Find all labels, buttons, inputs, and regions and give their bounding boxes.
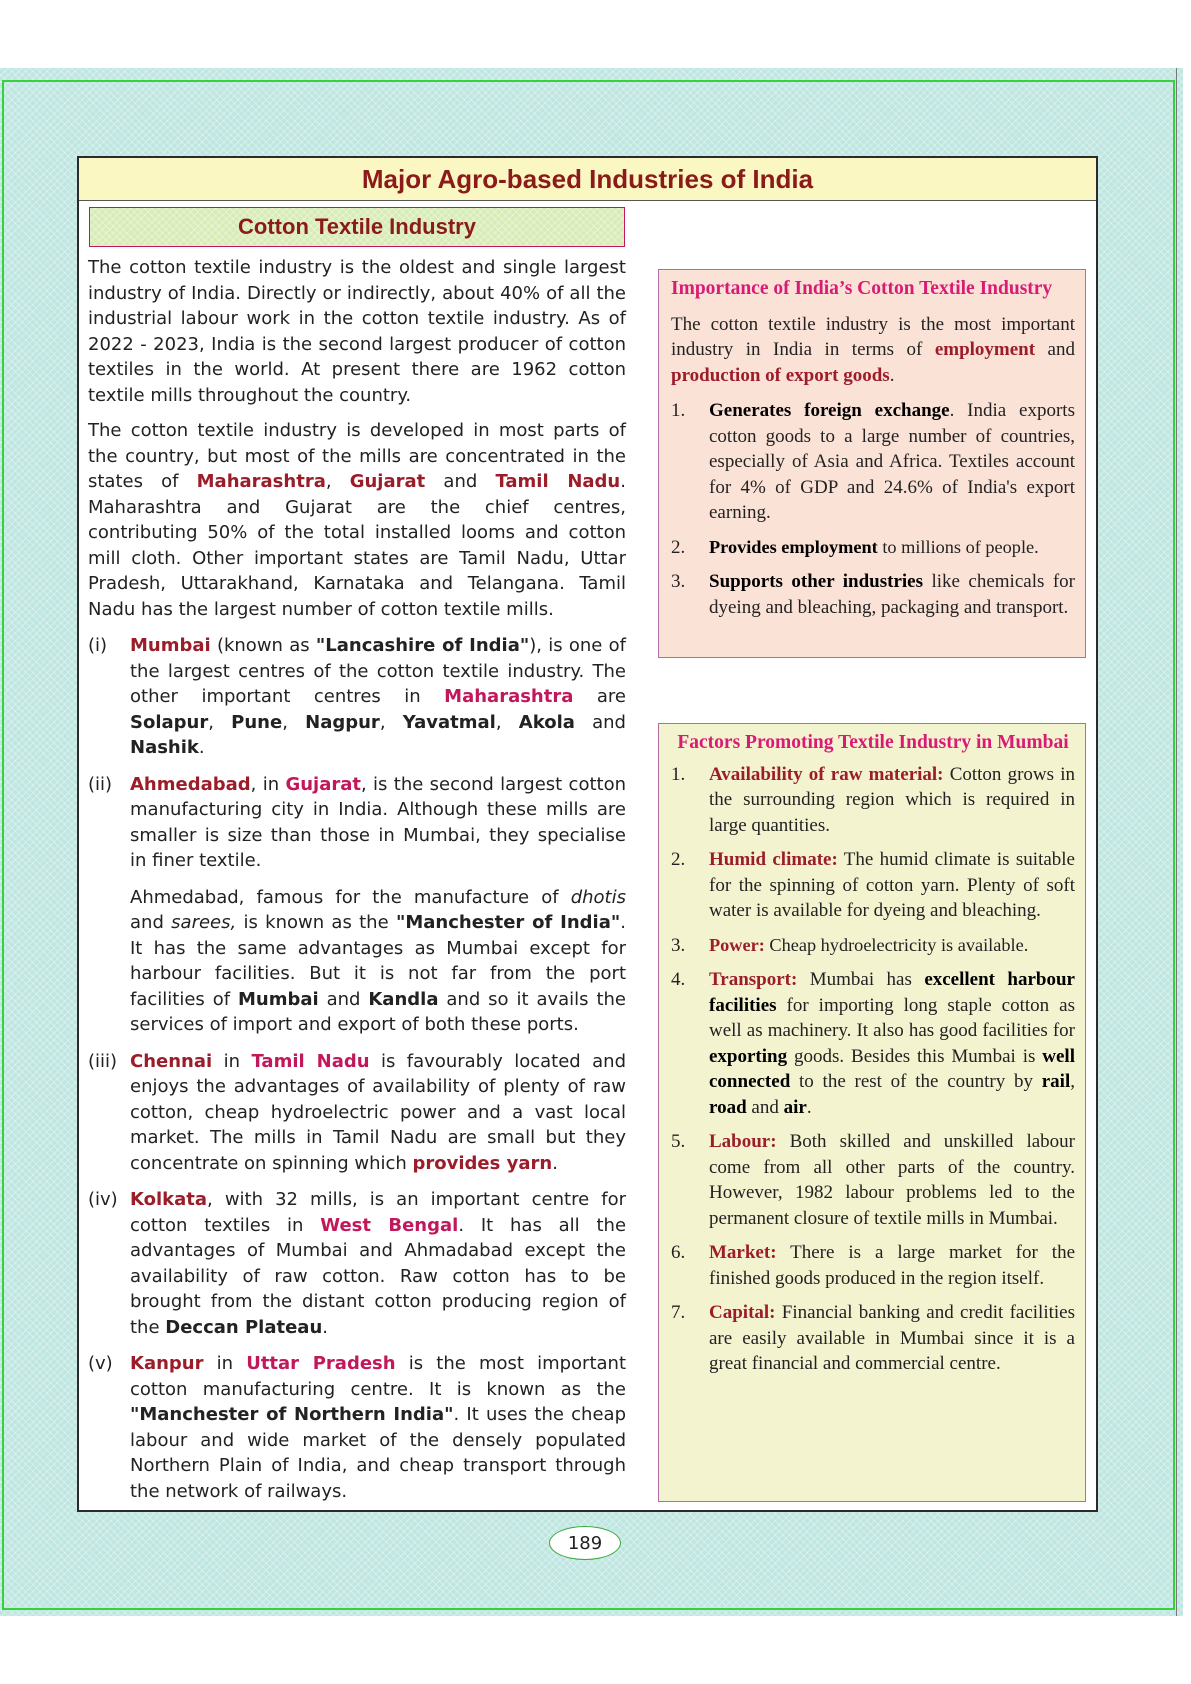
text-run: , — [495, 711, 519, 733]
bold-term: well connected — [709, 1045, 1075, 1092]
item-heading: Supports other industries — [709, 571, 923, 592]
importance-item — [671, 398, 1075, 526]
state-name: West Bengal — [320, 1214, 459, 1236]
item-number: 5. — [671, 1131, 686, 1152]
italic-term: dhotis — [570, 886, 626, 908]
text-run: The cotton textile industry is developed in most parts of the country, but most of the mills are concentrated in the states of — [88, 420, 626, 492]
text-run: and — [574, 711, 626, 733]
city-name: Kanpur — [130, 1353, 204, 1374]
text-run: , — [208, 711, 232, 733]
text-run: and — [130, 912, 172, 933]
text-run: and — [1035, 339, 1075, 360]
item-text — [709, 1129, 1075, 1231]
item-number: 7. — [671, 1302, 686, 1323]
text-run: in — [212, 1050, 252, 1072]
region-name: Deccan Plateau — [165, 1316, 323, 1338]
port-name: Kandla — [368, 988, 439, 1010]
centre-name: Yavatmal — [402, 711, 496, 733]
text-run: is known as the — [236, 912, 396, 933]
text-run: are — [573, 686, 626, 707]
port-name: Mumbai — [237, 988, 319, 1010]
item-number: 2. — [671, 536, 686, 558]
item-text — [709, 398, 1075, 526]
city-name: Ahmedabad — [130, 773, 251, 795]
nickname: "Lancashire of India" — [315, 635, 530, 656]
list-text — [130, 1049, 626, 1177]
item-number: 4. — [671, 969, 686, 990]
bold-term: exporting — [709, 1045, 788, 1067]
item-text — [709, 535, 1075, 561]
city-name: Kolkata — [130, 1189, 208, 1210]
list-label: (iv) — [88, 1189, 118, 1210]
factor-item — [671, 762, 1075, 839]
item-number: 3. — [671, 934, 686, 956]
text-run: . — [198, 737, 205, 758]
text-run: . — [322, 1316, 328, 1338]
factor-item — [671, 1300, 1075, 1377]
title-band — [79, 158, 1096, 201]
text-run: Both skilled and unskilled labour come from all other parts of the country. However, 1982 labour problems led to the permanent closure of textile mills in Mumbai. — [709, 1131, 1075, 1229]
text-run: The humid climate is suitable for the spinning of cotton yarn. Plenty of soft water is available for dyeing and bleaching. — [709, 849, 1075, 921]
text-run: and — [746, 1096, 784, 1118]
state-maharashtra: Maharashtra — [196, 471, 326, 492]
text-run: , — [379, 711, 403, 733]
text-run: . — [552, 1152, 558, 1174]
item-heading: Capital: — [709, 1302, 776, 1323]
city-name: Chennai — [130, 1050, 213, 1072]
nickname: "Manchester of Northern India" — [130, 1404, 454, 1425]
list-text — [130, 772, 626, 874]
italic-term: sarees, — [171, 912, 237, 933]
text-run: like chemicals for dyeing and bleaching, packaging and transport. — [709, 571, 1075, 618]
item-text — [709, 762, 1075, 839]
highlight-term: employment — [934, 339, 1036, 360]
centre-name: Nashik — [130, 737, 199, 758]
states-paragraph — [88, 418, 626, 622]
importance-intro — [671, 312, 1075, 389]
importance-item — [671, 569, 1075, 620]
list-text — [130, 1351, 626, 1504]
item-number: 3. — [671, 571, 686, 592]
list-item-kolkata — [88, 1187, 626, 1340]
item-heading: Humid climate: — [709, 849, 838, 870]
text-run: Mumbai has — [797, 969, 925, 990]
item-text — [709, 569, 1075, 620]
factor-item — [671, 1240, 1075, 1291]
list-text — [130, 633, 626, 761]
text-run: and so it avails the services of import and export of both these ports. — [130, 988, 627, 1035]
item-heading: Market: — [709, 1242, 777, 1263]
bold-term: excellent harbour facilities — [709, 969, 1075, 1016]
list-label: (iii) — [88, 1050, 118, 1072]
importance-item — [671, 535, 1075, 561]
text-run: (known as — [210, 635, 316, 656]
item-text — [709, 933, 1075, 959]
text-run: . — [806, 1096, 812, 1118]
item-number: 1. — [671, 400, 686, 421]
item-heading: Labour: — [709, 1131, 777, 1152]
list-item-ahmedabad — [88, 772, 626, 874]
page-number: 189 — [549, 1526, 621, 1560]
item-heading: Availability of raw material: — [709, 763, 944, 785]
item-text — [709, 1240, 1075, 1291]
text-run: , — [282, 711, 306, 733]
text-run: and — [425, 471, 496, 492]
text-run: The cotton textile industry is the most important industry in India in terms of — [671, 313, 1075, 360]
text-run: , is the second largest cotton manufacturing city in India. Although these mills are smaller is size than those in Mumbai, they specialise in finer textile. — [130, 773, 626, 871]
text-run: is favourably located and enjoys the advantages of availability of plenty of raw cotton, cheap hydroelectric power and a vast local market. The mills in Tamil Nadu are small but they concentrate on spinning which — [130, 1050, 626, 1174]
factor-item — [671, 933, 1075, 959]
text-run: Cotton grows in the surrounding region which is required in large quantities. — [709, 763, 1075, 836]
list-label: (v) — [88, 1353, 113, 1374]
importance-box — [658, 269, 1086, 658]
text-run: . India exports cotton goods to a large number of countries, especially of Asia and Africa. Textiles account for 4% of GDP and 24.6% of India's export earning. — [709, 400, 1075, 523]
bold-term: air — [783, 1096, 807, 1118]
factors-box — [658, 723, 1086, 1502]
text-run: Financial banking and credit facilities are easily available in Mumbai since it is a great financial and commercial centre. — [709, 1302, 1075, 1374]
factors-box-title: Factors Promoting Textile Industry in Mumbai — [677, 732, 1069, 753]
list-item-kanpur — [88, 1351, 626, 1504]
text-run: . It has all the advantages of Mumbai and Ahmadabad except the availability of raw cotton. Raw cotton has to be brought from the distant cotton producing region of the — [130, 1214, 627, 1338]
importance-box-title: Importance of India’s Cotton Textile Industry — [671, 278, 1053, 299]
item-number: 6. — [671, 1242, 686, 1263]
text-run: is the most important cotton manufacturing centre. It is known as the — [130, 1353, 627, 1400]
text-run: to millions of people. — [877, 536, 1039, 557]
list-item-mumbai — [88, 633, 626, 761]
factor-item — [671, 1129, 1075, 1231]
text-run: . — [889, 364, 895, 386]
city-name: Mumbai — [130, 635, 211, 656]
state-name: Gujarat — [285, 773, 361, 795]
text-run: , — [325, 471, 350, 492]
state-name: Tamil Nadu — [251, 1050, 370, 1072]
list-text — [130, 1187, 626, 1340]
text-run: , with 32 mills, is an important centre for cotton textiles in — [130, 1189, 626, 1236]
list-label: (i) — [88, 635, 108, 656]
centre-name: Akola — [518, 711, 575, 733]
state-gujarat: Gujarat — [349, 471, 426, 492]
main-text-column — [88, 207, 626, 1504]
ahmedabad-subparagraph — [130, 885, 626, 1038]
bold-term: rail — [1041, 1071, 1071, 1092]
item-heading: Transport: — [709, 969, 798, 990]
factor-item — [671, 847, 1075, 924]
centre-name: Pune — [231, 711, 283, 733]
list-item-chennai — [88, 1049, 626, 1177]
section-heading — [89, 207, 625, 247]
text-run: to the rest of the country by — [790, 1071, 1042, 1092]
text-run: . Maharashtra and Gujarat are the chief centres, contributing 50% of the total installed looms and cotton mill cloth. Other important states are Tamil Nadu, Uttar Pradesh, Uttarakhand, Karnataka and Telangana. Tamil Nadu has the largest number of cotton textile mills. — [88, 471, 626, 620]
text-run: for importing long staple cotton as well as machinery. It also has good facilities for — [709, 994, 1075, 1041]
text-run: There is a large market for the finished goods produced in the region itself. — [709, 1242, 1075, 1289]
text-run: Cheap hydroelectricity is available. — [764, 934, 1029, 955]
item-text — [709, 1300, 1075, 1377]
page-title: Major Agro-based Industries of India — [361, 163, 814, 194]
item-number: 1. — [671, 763, 686, 785]
centre-name: Solapur — [130, 711, 209, 733]
highlight-term: production of export goods — [671, 364, 890, 386]
text-run: and — [318, 988, 369, 1010]
highlight-term: provides yarn — [412, 1152, 553, 1174]
item-heading: Provides employment — [709, 536, 878, 557]
section-title: Cotton Textile Industry — [238, 214, 476, 239]
item-heading: Power: — [709, 934, 765, 955]
bold-term: road — [709, 1096, 747, 1118]
state-tamil-nadu: Tamil Nadu — [495, 471, 621, 492]
nickname: "Manchester of India" — [395, 912, 621, 933]
text-run: ), is one of the largest centres of the cotton textile industry. The other important centres in — [130, 635, 627, 707]
text-run: , — [1070, 1071, 1075, 1092]
crop-mark — [1176, 68, 1177, 1616]
text-run: goods. Besides this Mumbai is — [787, 1045, 1043, 1067]
state-name: Maharashtra — [444, 686, 574, 707]
text-run: in — [203, 1353, 247, 1374]
state-name: Uttar Pradesh — [246, 1353, 396, 1374]
item-text — [709, 847, 1075, 924]
text-run: Ahmedabad, famous for the manufacture of — [130, 886, 571, 908]
list-label: (ii) — [88, 773, 113, 795]
text-run: . It uses the cheap labour and wide market of the densely populated Northern Plain of India, and cheap transport through the network of railways. — [130, 1404, 626, 1502]
text-run: , in — [250, 773, 286, 795]
item-number: 2. — [671, 849, 686, 870]
centre-name: Nagpur — [305, 711, 380, 733]
factor-item — [671, 967, 1075, 1120]
item-text — [709, 967, 1075, 1120]
intro-paragraph: The cotton textile industry is the oldest and single largest industry of India. Directly or indirectly, about 40% of all the industrial labour work in the cotton textile industry. As of 2022 - 2023, India is the second largest producer of cotton textiles in the world. At present there are 1962 cotton textile mills throughout the country. — [88, 257, 626, 406]
text-run: . It has the same advantages as Mumbai except for harbour facilities. But it is not far from the port facilities of — [130, 912, 626, 1010]
item-heading: Generates foreign exchange — [709, 400, 950, 421]
